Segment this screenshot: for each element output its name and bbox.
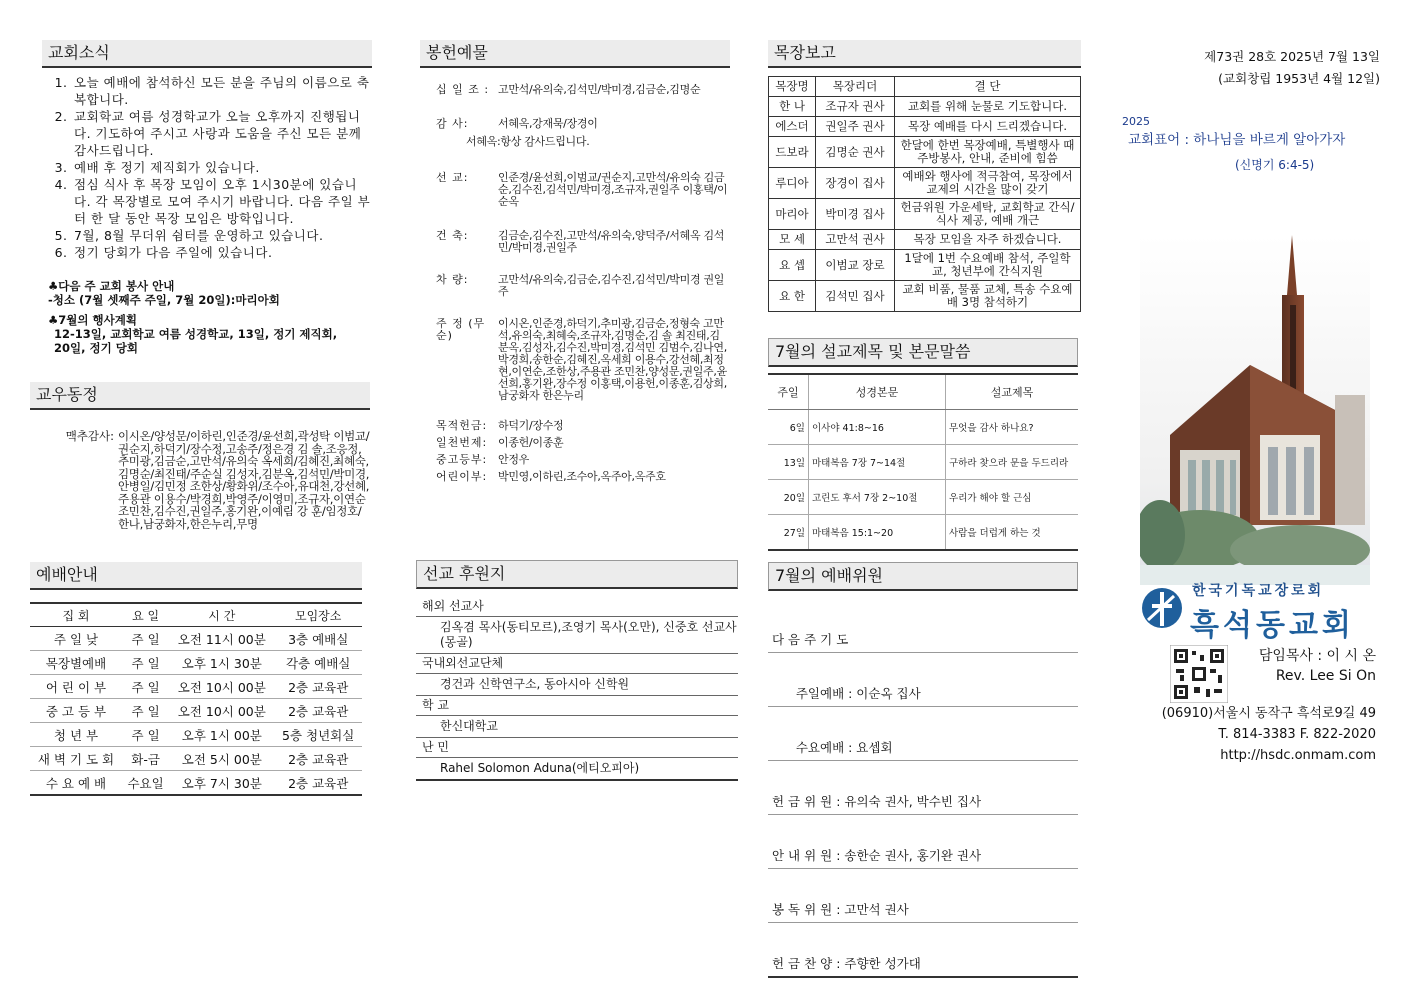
- mission-body: 한신대학교: [440, 719, 498, 733]
- offering-value: 서혜옥,강재묵/장경이: [498, 117, 598, 130]
- sermon-subject: 우리가 해야 할 근심: [946, 480, 1079, 515]
- table-row: [30, 699, 362, 723]
- pastor-name: 담임목사 : 이 시 온: [1258, 648, 1376, 664]
- worship-day: 화-금: [122, 747, 169, 771]
- duty-row: 봉 독 위 원 : 고만석 권사: [768, 897, 1078, 923]
- sermon-header: 설교제목: [946, 374, 1079, 410]
- duty-row: 주일예배 : 이순옥 집사: [768, 681, 1078, 707]
- offering-value: 서혜옥:항상 감사드립니다.: [466, 135, 590, 148]
- news-section: [42, 40, 372, 355]
- sermon-passage: 마태복음 7장 7~14절: [809, 445, 946, 480]
- shepherd-title: 목장보고: [768, 40, 1081, 68]
- worship-time: 오전 10시 00분: [169, 675, 274, 699]
- offering-section: [420, 40, 730, 483]
- worship-name: 주 일 낮: [30, 627, 122, 651]
- shepherd-name: 요 한: [769, 281, 816, 312]
- plan-heading: ♣7월의 행사계획: [48, 313, 137, 327]
- members-label: 맥추감사:: [65, 429, 114, 443]
- shepherd-section: [768, 40, 1081, 312]
- worship-time: 오후 1시 00분: [169, 723, 274, 747]
- shepherd-resolution: 교회를 위해 눈물로 기도합니다.: [895, 97, 1081, 117]
- contact-block: [1130, 703, 1376, 766]
- worship-header: 집 회: [30, 603, 122, 627]
- church-logo: [1140, 580, 1380, 643]
- shepherd-resolution: 예배와 행사에 적극참여, 목장에서 교제의 시간을 많이 갖기: [895, 168, 1081, 199]
- worship-place: 2층 교육관: [274, 771, 362, 796]
- shepherd-name: 모 세: [769, 230, 816, 250]
- sermon-passage: 고린도 후서 7장 2~10절: [809, 480, 946, 515]
- duty-row: 헌 금 찬 양 : 주향한 성가대: [768, 951, 1078, 978]
- church-building-image: [1140, 235, 1370, 585]
- qr-code-icon: [1170, 645, 1228, 703]
- sermon-subject: 구하라 찾으라 문을 두드리라: [946, 445, 1079, 480]
- sermon-table: [768, 373, 1078, 551]
- shepherd-header: 목장명: [769, 77, 816, 97]
- shepherd-leader: 고만석 권사: [816, 230, 895, 250]
- offering-label: 차 량:: [436, 273, 469, 286]
- worship-day: 주 일: [122, 723, 169, 747]
- offering-value: 인준경/윤선희,이범교/권순지,고만석/유의숙 김금순,김수진,김석민/박미경,조규자,권일주 이홍택/이순옥: [498, 171, 728, 208]
- church-emblem-icon: [1140, 586, 1184, 630]
- shepherd-leader: 조규자 권사: [816, 97, 895, 117]
- offering-label: 건 축:: [436, 229, 469, 242]
- shepherd-resolution: 1달에 1번 수요예배 참석, 주일학교, 청년부에 간식지원: [895, 250, 1081, 281]
- table-row: [769, 97, 1081, 117]
- duty-row: 수요예배 : 요셉회: [768, 735, 1078, 761]
- shepherd-resolution: 헌금위원 가운세탁, 교회학교 간식/식사 제공, 예배 개근: [895, 199, 1081, 230]
- shepherd-resolution: 목장 모임을 자주 하겠습니다.: [895, 230, 1081, 250]
- offering-title: 봉헌예물: [420, 40, 730, 68]
- worship-name: 수 요 예 배: [30, 771, 122, 796]
- duty-row: 헌 금 위 원 : 유의숙 권사, 박수빈 집사: [768, 789, 1078, 815]
- offering-label: 주 정 (무 순): [436, 317, 486, 342]
- table-row: [769, 250, 1081, 281]
- church-name: 흑석동교회: [1190, 608, 1355, 643]
- shepherd-leader: 김석민 집사: [816, 281, 895, 312]
- offering-row: [436, 318, 730, 402]
- pastor-block: [1230, 646, 1376, 686]
- news-list: [42, 74, 372, 261]
- sermon-date: 20일: [768, 480, 809, 515]
- shepherd-name: 에스더: [769, 117, 816, 137]
- offering-value: 고만석/유의숙,김석민/박미경,김금순,김명순: [498, 83, 701, 96]
- worship-header: 요 일: [122, 603, 169, 627]
- table-row: [30, 771, 362, 796]
- worship-name: 어 린 이 부: [30, 675, 122, 699]
- mission-section: [416, 560, 738, 781]
- news-item: 1. 오늘 예배에 참석하신 모든 분을 주님의 이름으로 축복합니다.: [72, 74, 372, 108]
- news-item: 6. 정기 당회가 다음 주일에 있습니다.: [72, 244, 372, 261]
- worship-time: 오전 10시 00분: [169, 699, 274, 723]
- mission-heading: 학 교: [416, 695, 738, 716]
- duty-title: 7월의 예배위원: [768, 562, 1078, 591]
- table-row: [30, 675, 362, 699]
- worship-day: 주 일: [122, 675, 169, 699]
- address: (06910)서울시 동작구 흑석로9길 49: [1161, 706, 1376, 721]
- news-title: 교회소식: [42, 40, 372, 68]
- motto-verse: (신명기 6:4-5): [1235, 158, 1315, 172]
- worship-place: 2층 교육관: [274, 675, 362, 699]
- sermon-section: [768, 338, 1078, 551]
- website-link[interactable]: http://hsdc.onmam.com: [1220, 748, 1376, 763]
- offering-row: [436, 437, 730, 449]
- table-row: [30, 651, 362, 675]
- news-item: 4. 점심 식사 후 목장 모임이 오후 1시30분에 있습니다. 각 목장별로 모여 주시기 바랍니다. 다음 주일 부터 한 달 동안 목장 모임은 방학입니다.: [72, 176, 372, 227]
- shepherd-name: 마리아: [769, 199, 816, 230]
- table-row: [768, 410, 1078, 445]
- worship-day: 주 일: [122, 699, 169, 723]
- sermon-header: 주일: [768, 374, 809, 410]
- worship-table: [30, 602, 362, 796]
- shepherd-name: 요 셉: [769, 250, 816, 281]
- offering-row: [436, 274, 730, 298]
- worship-header: 시 간: [169, 603, 274, 627]
- mission-body: 경건과 신학연구소, 동아시아 신학원: [440, 677, 630, 691]
- worship-name: 목장별예배: [30, 651, 122, 675]
- shepherd-resolution: 교회 비품, 물품 교체, 특송 수요예배 3명 참석하기: [895, 281, 1081, 312]
- offering-row: [436, 230, 730, 254]
- table-row: [769, 168, 1081, 199]
- worship-day: 주 일: [122, 627, 169, 651]
- table-row: [768, 445, 1078, 480]
- table-row: [769, 230, 1081, 250]
- phone-fax: T. 814-3383 F. 822-2020: [1218, 727, 1376, 742]
- sermon-subject: 사람을 더럽게 하는 것: [946, 515, 1079, 551]
- worship-time: 오후 1시 30분: [169, 651, 274, 675]
- worship-title: 예배안내: [30, 562, 362, 590]
- offering-row: [436, 84, 730, 96]
- sermon-date: 6일: [768, 410, 809, 445]
- offering-row: [436, 420, 730, 432]
- offering-row: [436, 172, 730, 208]
- founded-info: (교회창립 1953년 4월 12일): [1218, 71, 1380, 86]
- worship-time: 오후 7시 30분: [169, 771, 274, 796]
- sermon-passage: 마태복음 15:1~20: [809, 515, 946, 551]
- worship-place: 각층 예배실: [274, 651, 362, 675]
- table-row: [769, 281, 1081, 312]
- offering-label: 어린이부:: [436, 470, 488, 483]
- shepherd-header: 목장리더: [816, 77, 895, 97]
- offering-label: 십 일 조 :: [436, 83, 490, 96]
- sermon-header: 성경본문: [809, 374, 946, 410]
- duty-row: 안 내 위 원 : 송한순 권사, 홍기완 권사: [768, 843, 1078, 869]
- mission-body: Rahel Solomon Aduna(에티오피아): [440, 761, 640, 775]
- issue-info: 제73권 28호 2025년 7월 13일: [1204, 49, 1380, 64]
- offering-row: [436, 454, 730, 466]
- motto-text: 교회표어 : 하나님을 바르게 알아가자: [1128, 132, 1346, 148]
- shepherd-table: [768, 76, 1081, 312]
- mission-heading: 해외 선교사: [416, 597, 738, 617]
- shepherd-leader: 김명순 권사: [816, 137, 895, 168]
- motto-block: [1110, 115, 1380, 173]
- duty-section: [768, 562, 1078, 1006]
- worship-name: 중 고 등 부: [30, 699, 122, 723]
- shepherd-name: 드보라: [769, 137, 816, 168]
- offering-value: 김금순,김수진,고만석/유의숙,양덕주/서혜옥 김석민/박미경,권일주: [498, 229, 725, 254]
- mission-heading: 국내외선교단체: [416, 653, 738, 674]
- shepherd-leader: 이범교 장로: [816, 250, 895, 281]
- mission-title: 선교 후원지: [416, 560, 738, 589]
- offering-label: 감 사:: [436, 117, 469, 130]
- members-title: 교우동정: [30, 382, 370, 410]
- worship-name: 새 벽 기 도 회: [30, 747, 122, 771]
- offering-value: 안정우: [498, 453, 529, 466]
- table-row: [768, 515, 1078, 551]
- table-row: [769, 137, 1081, 168]
- shepherd-leader: 권일주 권사: [816, 117, 895, 137]
- worship-header: 모임장소: [274, 603, 362, 627]
- plan-line: 12-13일, 교회학교 여름 성경학교, 13일, 정기 제직회,: [54, 327, 338, 341]
- worship-place: 3층 예배실: [274, 627, 362, 651]
- offering-row: [436, 471, 730, 483]
- sermon-title: 7월의 설교제목 및 본문말씀: [768, 338, 1078, 367]
- offering-label: 일천번제:: [436, 436, 488, 449]
- plan-line: 20일, 정기 당회: [54, 341, 138, 355]
- offering-value: 박민영,이하린,조수아,옥주아,옥주호: [498, 470, 666, 483]
- offering-label: 선 교:: [436, 171, 469, 184]
- service-body: -청소 (7월 셋째주 주일, 7월 20일):마리아회: [48, 293, 280, 307]
- sermon-date: 13일: [768, 445, 809, 480]
- worship-place: 5층 청년회실: [274, 723, 362, 747]
- shepherd-leader: 장경이 집사: [816, 168, 895, 199]
- news-item: 5. 7월, 8월 무더위 쉼터를 운영하고 있습니다.: [72, 227, 372, 244]
- news-item: 3. 예배 후 정기 제직회가 있습니다.: [72, 159, 372, 176]
- worship-place: 2층 교육관: [274, 699, 362, 723]
- shepherd-name: 루디아: [769, 168, 816, 199]
- worship-day: 수요일: [122, 771, 169, 796]
- worship-day: 주 일: [122, 651, 169, 675]
- table-row: [30, 747, 362, 771]
- offering-label: 중고등부:: [436, 453, 488, 466]
- worship-time: 오전 11시 00분: [169, 627, 274, 651]
- shepherd-resolution: 한달에 한번 목장예배, 특별행사 때 주방봉사, 안내, 준비에 힘씀: [895, 137, 1081, 168]
- shepherd-header: 결 단: [895, 77, 1081, 97]
- sermon-subject: 무엇을 감사 하나요?: [946, 410, 1079, 445]
- table-row: [769, 117, 1081, 137]
- worship-time: 오전 5시 00분: [169, 747, 274, 771]
- worship-section: [30, 562, 362, 796]
- offering-row: [436, 136, 730, 148]
- news-item: 2. 교회학교 여름 성경학교가 오늘 오후까지 진행됩니다. 기도하여 주시고 사랑과 도움을 주신 모든 분께 감사드립니다.: [72, 108, 372, 159]
- shepherd-resolution: 목장 예배를 다시 드리겠습니다.: [895, 117, 1081, 137]
- mission-body: 김옥겸 목사(동티모르),조영기 목사(오만), 신중호 선교사(몽골): [440, 620, 737, 649]
- table-row: [30, 723, 362, 747]
- offering-value: 이종헌/이종훈: [498, 436, 564, 449]
- sermon-passage: 이사야 41:8~16: [809, 410, 946, 445]
- offering-label: 목적헌금:: [436, 419, 488, 432]
- duty-row: 다 음 주 기 도: [768, 627, 1078, 653]
- table-row: [30, 627, 362, 651]
- offering-value: 고만석/유의숙,김금순,김수진,김석민/박미경 권일주: [498, 273, 725, 298]
- sermon-date: 27일: [768, 515, 809, 551]
- pastor-name-en: Rev. Lee Si On: [1275, 668, 1376, 684]
- worship-name: 청 년 부: [30, 723, 122, 747]
- denomination-name: 한국기독교장로회: [1192, 583, 1325, 599]
- offering-row: [436, 118, 730, 130]
- motto-year: 2025: [1122, 115, 1150, 128]
- table-row: [769, 199, 1081, 230]
- shepherd-leader: 박미경 집사: [816, 199, 895, 230]
- offering-value: 이시온,인준경,하덕기,추미광,김금순,정형숙 고만석,유의숙,최혜숙,조규자,김명순,김 솔 최진태,김분옥,김성자,김수진,박미경,김석민 김범수,김나연,박경희,송한순,김혜진,옥세희 이용수,강선혜,최정현,이연순,조한상,주용관 조민찬,양성문,권일주,윤선희,홍기완,장수정 이홍택,이용헌,이종훈,김상희,남궁화자 한은누리: [498, 317, 727, 402]
- table-row: [768, 480, 1078, 515]
- members-section: [30, 382, 370, 530]
- cover-header: [1140, 46, 1380, 90]
- members-text: 이시온/양성문/이하린,인준경/윤선희,곽성탁 이범교/권순지,하덕기/장수정,고송주/정은경 김 솔,조응정,추미광,김금순,고만석/유의숙 옥세희/김혜진,최혜숙,김명순/최진태/주순실 김성자,김분옥,김석민/박미경,안병일/김민정 조한상/황화위/조수아,유대천,강선혜,주용관 이용수/박경희,박영주/이영미,조규자,이연순 조민찬,김수진,권일주,홍기완,이예림 강 훈/임정호/한나,남궁화자,한은누리,무명: [118, 429, 370, 531]
- mission-heading: 난 민: [416, 737, 738, 758]
- service-heading: ♣다음 주 교회 봉사 안내: [48, 279, 175, 293]
- worship-place: 2층 교육관: [274, 747, 362, 771]
- offering-value: 하덕기/장수정: [498, 419, 564, 432]
- shepherd-name: 한 나: [769, 97, 816, 117]
